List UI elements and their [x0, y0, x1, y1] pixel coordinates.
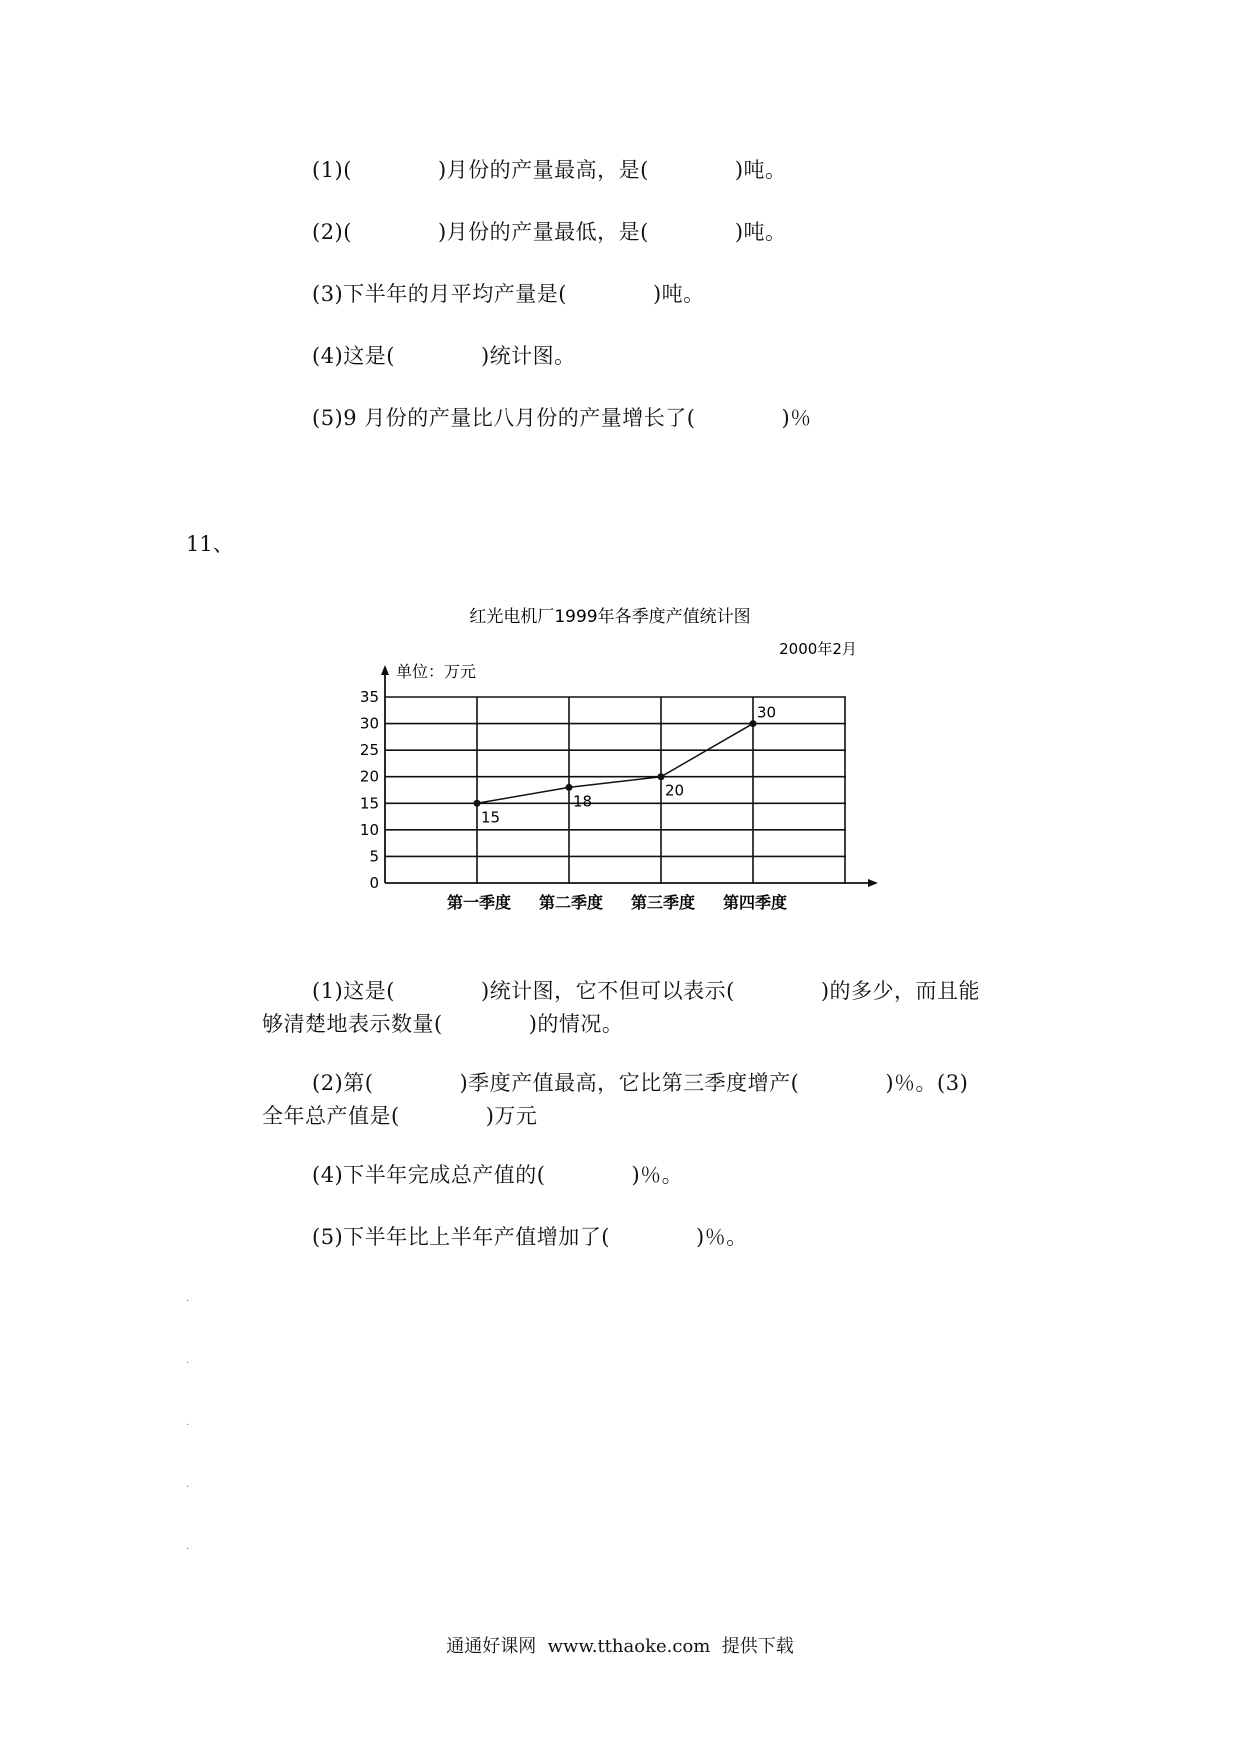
q11-item-1-line-2: 够清楚地表示数量( )的情况。	[262, 1012, 624, 1036]
y-tick-label: 35	[359, 688, 379, 706]
series-line	[477, 724, 753, 804]
q10-item-1: (1)( )月份的产量最高，是( )吨。	[312, 158, 787, 182]
chart-grid	[385, 697, 846, 883]
y-tick-label: 30	[359, 714, 379, 733]
chart-x-ticks	[447, 893, 787, 912]
margin-dot: ·	[186, 1544, 190, 1555]
data-label: 20	[665, 781, 685, 800]
q10-item-4: (4)这是( )统计图。	[312, 344, 576, 368]
data-point	[566, 784, 573, 791]
question-number-11: 11、	[186, 532, 234, 556]
chart-series	[474, 704, 777, 827]
chart-y-axis-label: 单位：万元	[396, 662, 477, 681]
margin-dot: ·	[186, 1296, 190, 1307]
q11-item-2-line-2: 全年总产值是( )万元	[262, 1104, 538, 1128]
y-tick-label: 25	[359, 741, 379, 760]
data-label: 15	[481, 808, 501, 827]
footer-text: 通通好课网 www.tthaoke.com 提供下载	[446, 1636, 794, 1657]
x-tick-label: 第四季度	[722, 893, 788, 912]
q11-item-4: (4)下半年完成总产值的( )％。	[312, 1163, 684, 1187]
data-label: 30	[757, 703, 777, 722]
x-tick-label: 第一季度	[446, 893, 512, 912]
chart-title: 红光电机厂1999年各季度产值统计图	[469, 607, 751, 627]
y-tick-label: 0	[369, 874, 379, 892]
data-point	[750, 720, 757, 727]
data-label: 18	[573, 792, 593, 811]
margin-dot: ·	[186, 1358, 190, 1369]
data-point	[474, 800, 481, 807]
y-tick-label: 20	[359, 767, 379, 786]
chart-y-ticks	[360, 688, 379, 892]
y-axis-arrow	[381, 665, 389, 675]
y-tick-label: 5	[369, 847, 379, 866]
margin-dot: ·	[186, 1420, 190, 1431]
data-point	[658, 773, 665, 780]
y-tick-label: 10	[359, 820, 379, 839]
margin-dot: ·	[186, 1482, 190, 1493]
q10-item-2: (2)( )月份的产量最低，是( )吨。	[312, 220, 787, 244]
x-tick-label: 第三季度	[630, 893, 696, 912]
q10-item-5: (5)9 月份的产量比八月份的产量增长了( )％	[312, 406, 812, 430]
chart-date-note: 2000年2月	[779, 640, 857, 658]
x-axis-arrow	[868, 879, 878, 887]
x-tick-label: 第二季度	[538, 893, 604, 912]
q11-item-2-line-1: (2)第( )季度产值最高，它比第三季度增产( )％。(3)	[312, 1071, 969, 1095]
q11-item-1-line-1: (1)这是( )统计图，它不但可以表示( )的多少，而且能	[312, 979, 981, 1003]
y-tick-label: 15	[359, 794, 379, 813]
q10-item-3: (3)下半年的月平均产量是( )吨。	[312, 282, 705, 306]
q11-item-5: (5)下半年比上半年产值增加了( )％。	[312, 1225, 748, 1249]
